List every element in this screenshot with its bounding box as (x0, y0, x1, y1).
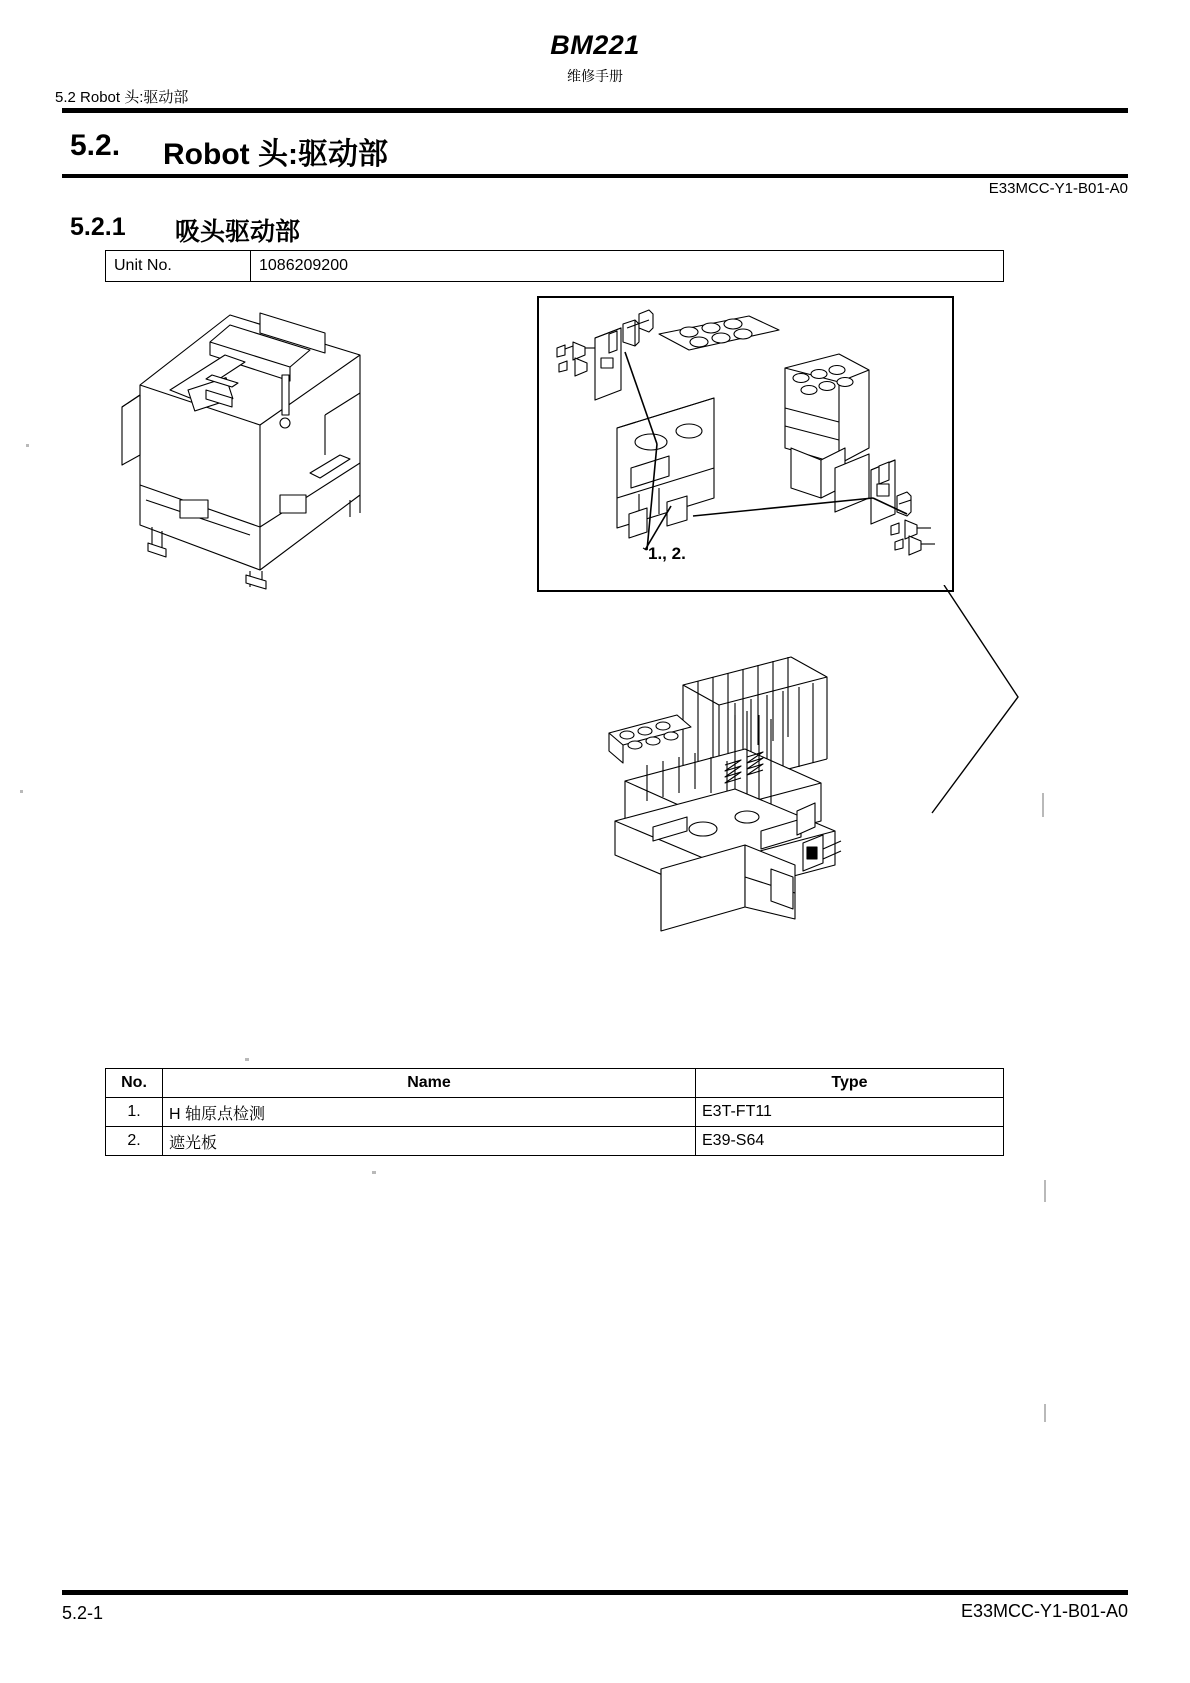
footer-divider (62, 1590, 1128, 1595)
sensor-bracket-detail-illustration (539, 298, 952, 590)
column-header-type: Type (696, 1069, 1004, 1098)
machine-overview-illustration (110, 295, 410, 595)
row-name: H 轴原点检测 (163, 1098, 696, 1127)
subsection-title: 吸头驱动部 (175, 218, 301, 246)
scan-speck (1042, 793, 1044, 817)
document-subtitle: 维修手册 (567, 68, 623, 84)
page-number: 5.2-1 (62, 1603, 104, 1623)
column-header-name: Name (163, 1069, 696, 1098)
document-code-bottom: E33MCC-Y1-B01-A0 (960, 1601, 1128, 1621)
section-divider (62, 174, 1128, 178)
parts-table (105, 1068, 1004, 1156)
section-number: 5.2. (70, 129, 121, 162)
nozzle-head-assembly-illustration (595, 615, 925, 945)
table-row (106, 1127, 1004, 1156)
document-title: BM221 (550, 30, 640, 60)
detail-callout-label: 1., 2. (648, 544, 686, 563)
scan-speck (26, 444, 29, 447)
table-header-row (106, 1069, 1004, 1098)
scan-speck (245, 1058, 249, 1061)
unit-number-table (105, 250, 1004, 282)
table-row (106, 251, 1004, 282)
scan-speck (372, 1171, 376, 1174)
running-header: 5.2 Robot 头:驱动部 (55, 89, 189, 106)
detail-figure-box (537, 296, 954, 592)
row-no: 1. (106, 1098, 163, 1127)
table-row (106, 1098, 1004, 1127)
subsection-number: 5.2.1 (70, 213, 126, 241)
header-divider (62, 108, 1128, 113)
row-no: 2. (106, 1127, 163, 1156)
unit-value: 1086209200 (251, 251, 1004, 282)
scan-speck (1044, 1180, 1046, 1202)
scan-speck (20, 790, 23, 793)
section-title: Robot 头:驱动部 (163, 138, 388, 171)
document-code-top: E33MCC-Y1-B01-A0 (988, 180, 1128, 197)
unit-label: Unit No. (106, 251, 251, 282)
row-type: E3T-FT11 (696, 1098, 1004, 1127)
column-header-no: No. (106, 1069, 163, 1098)
scan-speck (1044, 1404, 1046, 1422)
row-type: E39-S64 (696, 1127, 1004, 1156)
row-name: 遮光板 (163, 1127, 696, 1156)
